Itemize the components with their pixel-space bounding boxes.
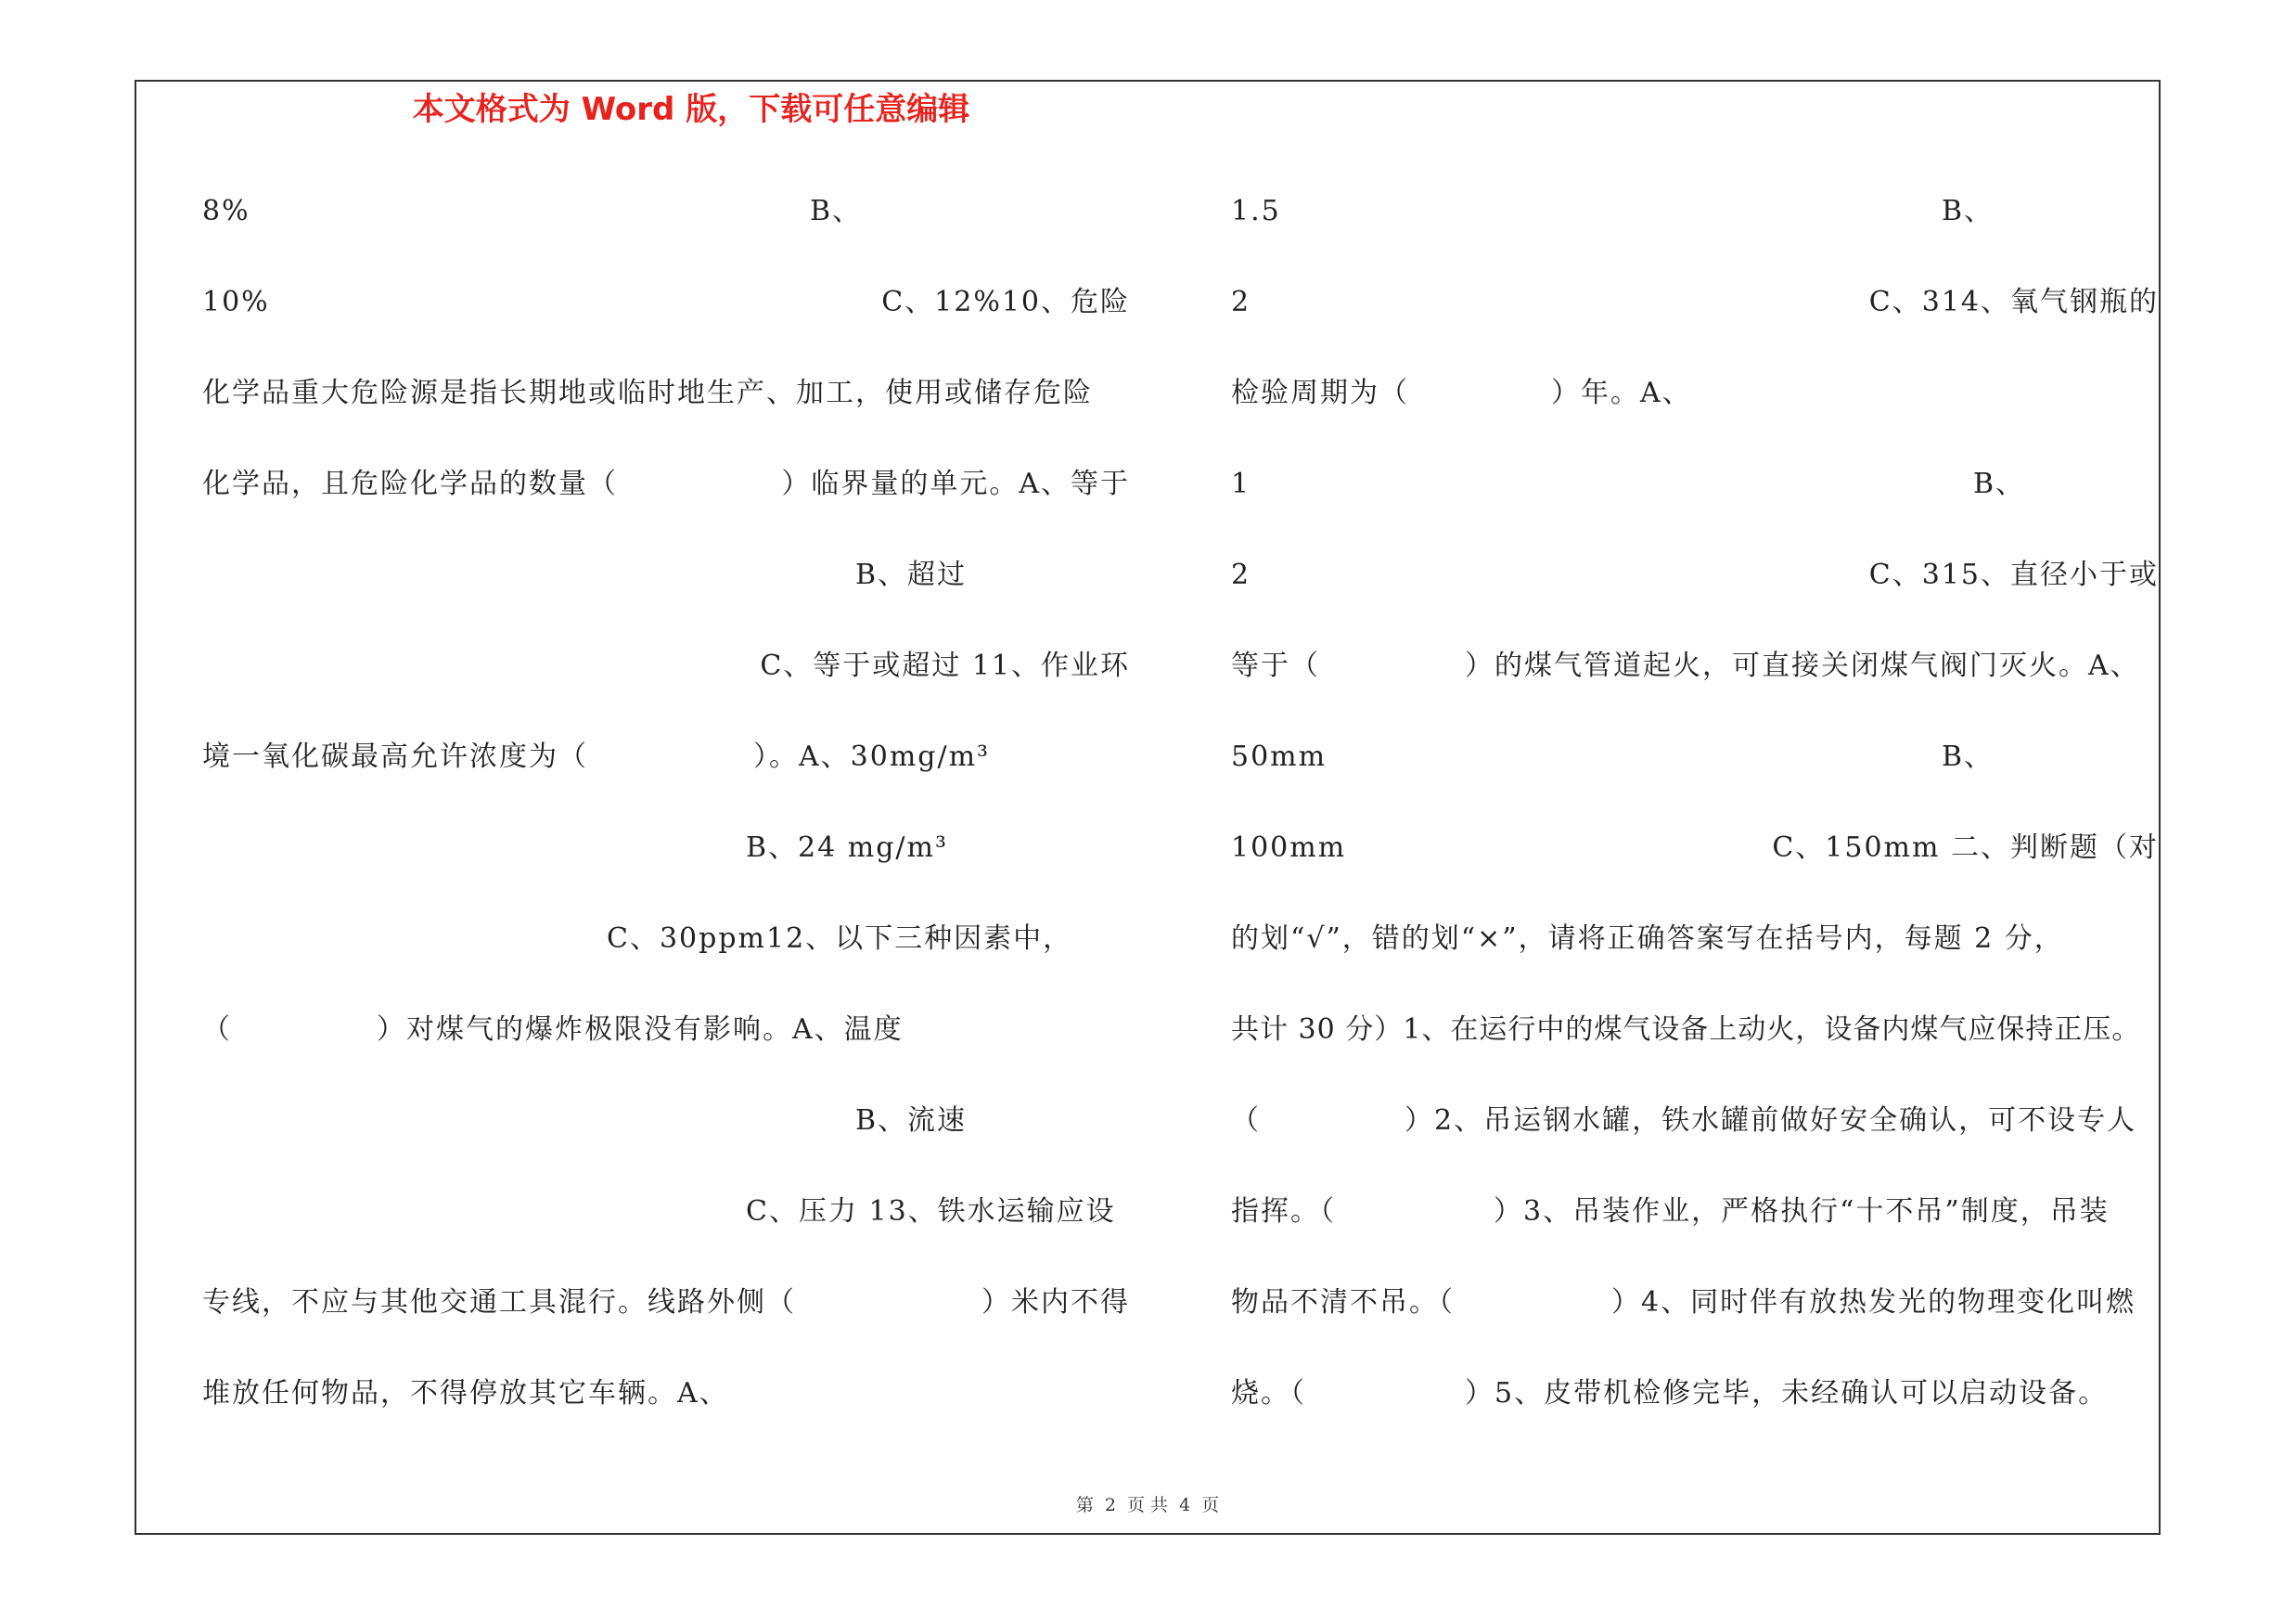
- text-line: [202, 1101, 1130, 1141]
- text-line: [202, 919, 1130, 960]
- line-start: 烧。（: [1231, 1377, 1306, 1410]
- text-line: [1231, 191, 2159, 232]
- text-line: [1231, 1191, 2159, 1232]
- line-end: ）4、同时伴有放热发光的物理变化叫燃: [1611, 1286, 2136, 1319]
- text-line: [202, 737, 1130, 778]
- line-end: C、314、氧气钢瓶的: [1868, 286, 2159, 318]
- line-start: （: [1231, 1104, 1261, 1137]
- text-line: [1231, 919, 2159, 960]
- line-end: B、超过: [855, 559, 968, 591]
- total-pages-number: 4: [1179, 1495, 1191, 1515]
- line-end: ）。A、30mg/m³: [753, 741, 991, 773]
- line-end: B、24 mg/m³: [746, 831, 948, 864]
- current-page-number: 2: [1104, 1495, 1116, 1515]
- line-end: C、压力 13、铁水运输应设: [746, 1195, 1116, 1228]
- line-end: ）2、吊运钢水罐，铁水罐前做好安全确认，可不设专人: [1405, 1104, 2137, 1137]
- text-line: [1231, 555, 2159, 596]
- line-end: C、等于或超过 11、作业环: [760, 650, 1130, 682]
- text-line: [202, 646, 1130, 687]
- text-line: [202, 828, 1130, 869]
- line-start: 2: [1231, 286, 1251, 318]
- page-footer: [135, 1491, 2161, 1519]
- line-end: ）年。A、: [1551, 377, 1692, 409]
- line-start: 的划“√”，错的划“×”，请将正确答案写在括号内，每题 2 分，: [1231, 922, 2064, 955]
- line-end: C、315、直径小于或: [1868, 559, 2159, 591]
- text-line: [1231, 1010, 2159, 1050]
- line-end: B、: [1942, 741, 1995, 773]
- text-line: [1231, 464, 2159, 505]
- line-start: 2: [1231, 559, 1251, 591]
- text-line: [1231, 373, 2159, 414]
- line-end: ）的煤气管道起火，可直接关闭煤气阀门灭火。A、: [1465, 650, 2140, 682]
- line-start: 专线，不应与其他交通工具混行。线路外侧（: [202, 1286, 796, 1319]
- line-end: B、: [810, 195, 863, 227]
- line-start: 检验周期为（: [1231, 377, 1409, 409]
- line-start: 50mm: [1231, 741, 1328, 773]
- text-line: [202, 373, 1130, 414]
- text-line: [202, 1282, 1130, 1323]
- text-line: [202, 1191, 1130, 1232]
- text-line: [202, 1010, 1130, 1050]
- line-start: 100mm: [1231, 831, 1347, 864]
- line-start: 1.5: [1231, 195, 1281, 227]
- line-start: 境一氧化碳最高允许浓度为（: [202, 741, 588, 773]
- text-line: [202, 191, 1130, 232]
- text-line: [202, 464, 1130, 505]
- line-start: 等于（: [1231, 650, 1320, 682]
- line-end: ）5、皮带机检修完毕，未经确认可以启动设备。: [1465, 1377, 2109, 1410]
- text-line: [202, 1373, 1130, 1414]
- text-line: [202, 555, 1130, 596]
- page-label-mid: 页 共: [1126, 1495, 1169, 1515]
- line-end: B、: [1942, 195, 1995, 227]
- line-end: ）对煤气的爆炸极限没有影响。A、温度: [377, 1013, 904, 1046]
- line-end: B、: [1973, 468, 2026, 500]
- line-end: C、150mm 二、判断题（对: [1772, 831, 2159, 864]
- line-start: 化学品，且危险化学品的数量（: [202, 468, 618, 500]
- page-label-prefix: 第: [1075, 1495, 1094, 1515]
- line-start: （: [202, 1013, 232, 1046]
- line-start: 1: [1231, 468, 1251, 500]
- line-start: 指挥。（: [1231, 1195, 1336, 1228]
- line-start: 物品不清不吊。（: [1231, 1286, 1455, 1319]
- line-end: C、30ppm12、以下三种因素中，: [607, 922, 1073, 955]
- text-line: [202, 282, 1130, 323]
- line-end: ）临界量的单元。A、等于: [781, 468, 1130, 500]
- page-label-suffix: 页: [1201, 1495, 1220, 1515]
- line-start: 堆放任何物品，不得停放其它车辆。A、: [202, 1377, 729, 1410]
- line-end: ）3、吊装作业，严格执行“十不吊”制度，吊装: [1494, 1195, 2110, 1228]
- line-end: B、流速: [855, 1104, 968, 1137]
- text-line: [1231, 1282, 2159, 1323]
- text-line: [1231, 1101, 2159, 1141]
- text-line: [1231, 282, 2159, 323]
- line-start: 8%: [202, 195, 250, 227]
- line-start: 10%: [202, 286, 270, 318]
- line-start: 化学品重大危险源是指长期地或临时地生产、加工，使用或储存危险: [202, 377, 1093, 409]
- line-end: ）米内不得: [981, 1286, 1130, 1319]
- line-start: 共计 30 分）1、在运行中的煤气设备上动火，设备内煤气应保持正压。: [1231, 1013, 2141, 1046]
- text-line: [1231, 737, 2159, 778]
- text-line: [1231, 828, 2159, 869]
- banner-notice: 本文格式为 Word 版，下载可任意编辑: [412, 91, 970, 128]
- text-line: [1231, 1373, 2159, 1414]
- text-line: [1231, 646, 2159, 687]
- line-end: C、12%10、危险: [881, 286, 1130, 318]
